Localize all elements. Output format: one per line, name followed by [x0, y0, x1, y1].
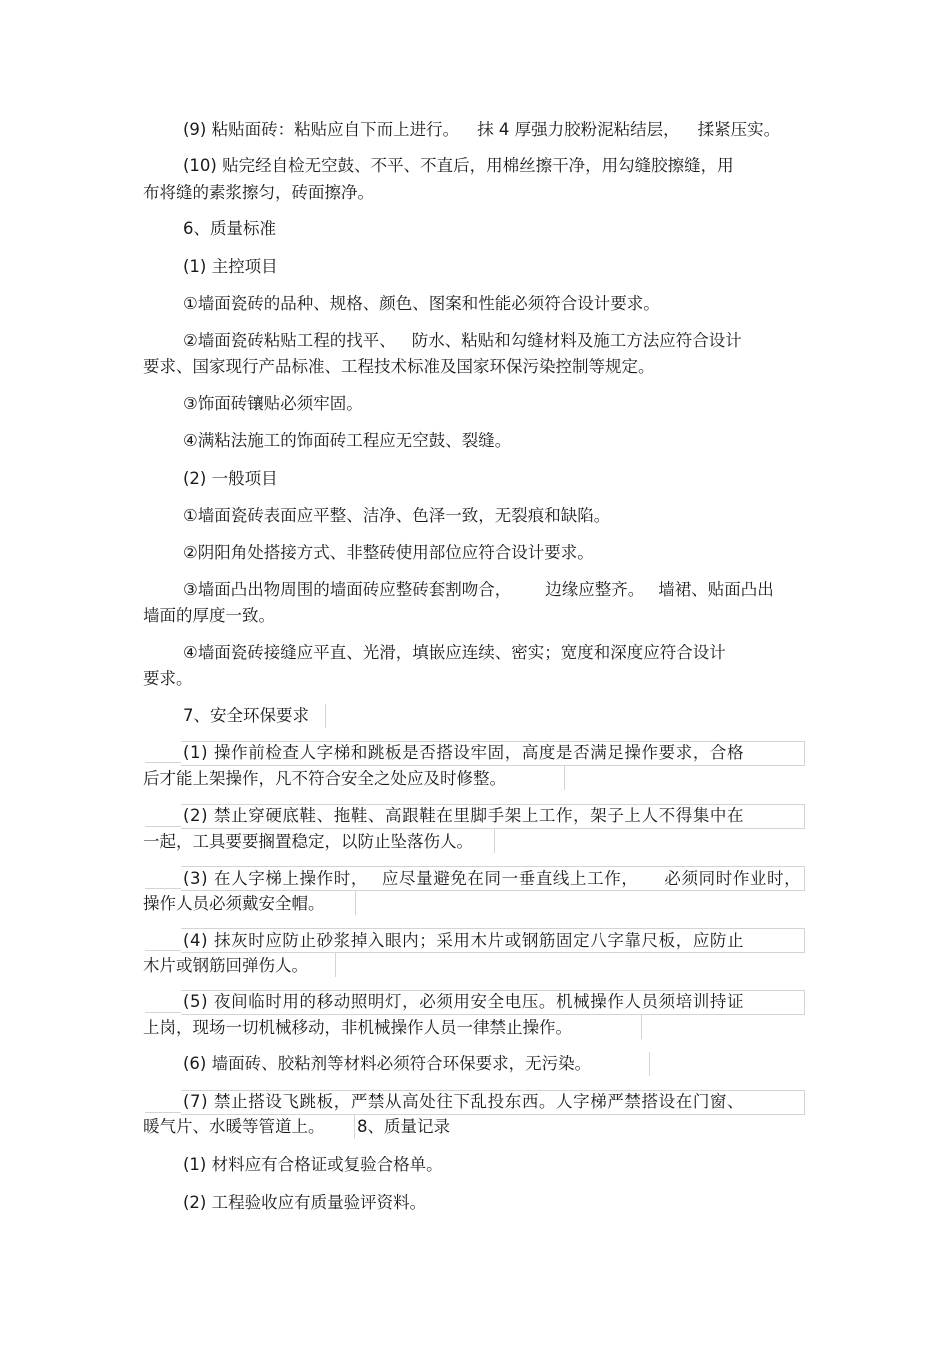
section-7-heading: 7、安全环保要求 — [183, 706, 309, 725]
general-item-3-line-1 — [183, 580, 774, 600]
text-span: 防水、粘贴和勾缝材料及施工方法应符合设计 — [411, 331, 742, 350]
safety-item-5-line-2: 上岗，现场一切机械移动，非机械操作人员一律禁止操作。 — [143, 1018, 572, 1037]
form-line — [145, 950, 181, 951]
form-line — [145, 1012, 181, 1013]
main-item-1: ①墙面瓷砖的品种、规格、颜色、图案和性能必须符合设计要求。 — [183, 294, 660, 313]
record-item-2: (2) 工程验收应有质量验评资料。 — [183, 1193, 427, 1212]
text-span: 抹 4 厚强力胶粉泥粘结层， — [477, 120, 680, 139]
safety-item-6: (6) 墙面砖、胶粘剂等材料必须符合环保要求，无污染。 — [183, 1054, 592, 1073]
text-span: 揉紧压实。 — [697, 120, 781, 139]
general-item-2: ②阴阳角处搭接方式、非整砖使用部位应符合设计要求。 — [183, 543, 594, 562]
main-item-2-line-2: 要求、国家现行产品标准、工程技术标准及国家环保污染控制等规定。 — [143, 357, 655, 376]
form-line — [145, 888, 181, 889]
safety-item-7-line-2 — [143, 1117, 325, 1137]
text-span: ②墙面瓷砖粘贴工程的找平、 — [183, 331, 396, 350]
text-span: 墙裙、贴面凸出 — [658, 580, 774, 599]
form-line — [564, 766, 565, 790]
form-line — [145, 1112, 181, 1113]
form-line — [494, 829, 495, 853]
form-line — [325, 704, 326, 728]
record-item-1: (1) 材料应有合格证或复验合格单。 — [183, 1155, 443, 1174]
form-line — [335, 953, 336, 977]
text-span: 应尽量避免在同一垂直线上工作， — [381, 869, 639, 888]
form-line — [649, 1052, 650, 1076]
text-span: (9) 粘贴面砖：粘贴应自下而上进行。 — [183, 120, 460, 139]
text-span: 暖气片、水暖等管道上。 — [143, 1117, 325, 1136]
form-line — [641, 1015, 642, 1039]
text-span: (3) 在人字梯上操作时， — [183, 869, 368, 888]
step-9-paragraph — [183, 120, 780, 140]
safety-item-3-line-1 — [183, 869, 801, 889]
safety-item-2-line-1: (2) 禁止穿硬底鞋、拖鞋、高跟鞋在里脚手架上工作，架子上人不得集中在 — [183, 806, 745, 825]
safety-item-4-line-2: 木片或钢筋回弹伤人。 — [143, 956, 308, 975]
text-span: 边缘应整齐。 — [545, 580, 645, 599]
main-item-3: ③饰面砖镶贴必须牢固。 — [183, 394, 363, 413]
form-line — [354, 1115, 355, 1139]
safety-item-5-line-1: (5) 夜间临时用的移动照明灯，必须用安全电压。机械操作人员须培训持证 — [183, 992, 745, 1011]
section-6-heading: 6、质量标准 — [183, 219, 276, 238]
safety-item-7-line-1: (7) 禁止搭设飞跳板，严禁从高处往下乱投东西。人字梯严禁搭设在门窗、 — [183, 1092, 745, 1111]
form-line — [355, 891, 356, 915]
form-line — [145, 762, 181, 763]
general-item-4-line-1: ④墙面瓷砖接缝应平直、光滑，填嵌应连续、密实；宽度和深度应符合设计 — [183, 643, 726, 662]
safety-item-2-line-2: 一起，工具要要搁置稳定，以防止坠落伤人。 — [143, 832, 473, 851]
text-span: 必须同时作业时， — [664, 869, 802, 888]
section-8-heading: 8、质量记录 — [357, 1117, 450, 1136]
safety-item-4-line-1: (4) 抹灰时应防止砂浆掉入眼内；采用木片或钢筋固定八字靠尺板，应防止 — [183, 931, 745, 950]
general-item-4-line-2: 要求。 — [143, 669, 193, 688]
general-items-heading: (2) 一般项目 — [183, 469, 278, 488]
step-10-line-2: 布将缝的素浆擦匀，砖面擦净。 — [143, 183, 374, 202]
safety-item-3-line-2: 操作人员必须戴安全帽。 — [143, 894, 325, 913]
general-item-1: ①墙面瓷砖表面应平整、洁净、色泽一致，无裂痕和缺陷。 — [183, 506, 611, 525]
text-span: ③墙面凸出物周围的墙面砖应整砖套割吻合， — [183, 580, 512, 599]
general-item-3-line-2: 墙面的厚度一致。 — [143, 606, 275, 625]
main-item-4: ④满粘法施工的饰面砖工程应无空鼓、裂缝。 — [183, 431, 512, 450]
main-item-2-line-1 — [183, 331, 742, 351]
step-10-line-1: (10) 贴完经自检无空鼓、不平、不直后，用棉丝擦干净，用勾缝胶擦缝，用 — [183, 156, 734, 175]
form-line — [145, 826, 181, 827]
safety-item-1-line-2: 后才能上架操作，凡不符合安全之处应及时修整。 — [143, 769, 506, 788]
main-control-heading: (1) 主控项目 — [183, 257, 278, 276]
safety-item-1-line-1: (1) 操作前检查人字梯和跳板是否搭设牢固，高度是否满足操作要求，合格 — [183, 743, 745, 762]
